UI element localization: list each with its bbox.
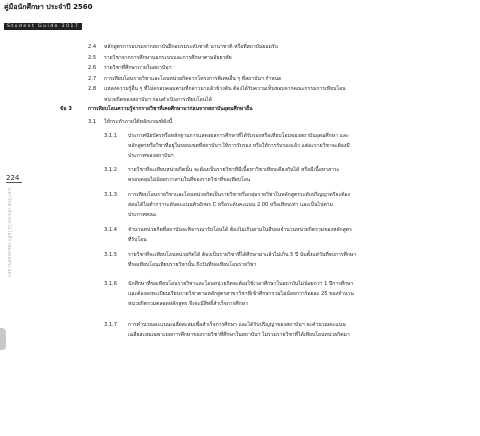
clause-text: จำนวนหน่วยกิตที่สถาบันจะพิจารณารับโอนได้ ต้องไม่เกินสามในสี่ของจำนวนหน่วยกิตรวมของหลักสูตร bbox=[128, 227, 352, 233]
clause-number: 3.1.1 bbox=[104, 133, 117, 139]
clause-text: หน่วยกิตรวมตลอดหลักสูตร จึงจะมีสิทธิ์สำเร็จการศึกษา bbox=[128, 301, 248, 307]
item-text: หน่วยกิตของสถาบันฯ ก่อนดำเนินการเทียบโอนได้ bbox=[104, 96, 212, 103]
item-text: รายวิชาที่ศึกษาภายในสถาบันฯ bbox=[104, 65, 172, 71]
clause-text: รายวิชาที่จะเทียบโอนหน่วยกิตได้ ต้องเป็นรายวิชาที่ได้ศึกษามาแล้วไม่เกิน 5 ปี นับตั้งแต่วันที่จบการศึกษา bbox=[128, 252, 357, 258]
clause-text: และต้องลงทะเบียนเรียนรายวิชาตามหลักสูตรสาขาวิชาที่เข้าศึกษารวมไม่น้อยกว่าร้อยละ 25 ของจำนวน bbox=[128, 291, 354, 297]
clause-text: นักศึกษาที่ขอเทียบโอนรายวิชาและโอนหน่วยกิตจะต้องใช้เวลาศึกษาในสถาบันไม่น้อยกว่า 1 ปีการศึกษา bbox=[128, 281, 354, 287]
handbook-title: คู่มือนักศึกษา ประจำปี 2560 bbox=[4, 3, 93, 11]
clause-text: สอบได้ไม่ต่ำกว่าระดับคะแนนตัวอักษร C หรือระดับคะแนน 2.00 หรือเทียบเท่า และเป็นไปตาม bbox=[128, 202, 333, 208]
clause-number: 3.1.7 bbox=[104, 322, 117, 328]
side-label-text: มหาวิทยาลัยเทคโนโลยีราชมงคลพระนคร bbox=[6, 188, 12, 278]
item-text: แหล่งความรู้อื่น ๆ ที่ไม่ครอบคลุมตามที่กล่าวมาแล้วข้างต้น ต้องได้รับความเห็นชอบจากคณะกรรมการเทียบโอน bbox=[104, 86, 346, 92]
clause-number: 3.1.6 bbox=[104, 281, 117, 287]
clause-text: ครอบคลุมไม่น้อยกว่าสามในสี่ของรายวิชาที่ขอเทียบโอน bbox=[128, 177, 251, 183]
item-number: 2.5 bbox=[88, 54, 97, 61]
clause-text: การเทียบโอนรายวิชาและโอนหน่วยกิตเป็นรายวิชาหรือกลุ่มรายวิชาในหลักสูตรระดับปริญญาตรีจะต้อง bbox=[128, 192, 351, 198]
subsection-number: 3.1 bbox=[88, 119, 97, 125]
clause-number: 3.1.5 bbox=[104, 252, 117, 258]
clause-text: ประกาศคณะ bbox=[128, 212, 157, 218]
item-text: การเทียบโอนรายวิชาและโอนหน่วยกิตจากโครงการพิเศษอื่น ๆ ที่สถาบันฯ กำหนด bbox=[104, 75, 282, 82]
page-number: 224 bbox=[6, 174, 20, 182]
clause-text: ที่ขอเทียบโอนเทียบรายวิชานั้น ถึงวันที่ขอเทียบโอนรายวิชา bbox=[128, 262, 257, 268]
item-number: 2.8 bbox=[88, 86, 97, 92]
clause-number: 3.1.3 bbox=[104, 192, 117, 198]
clause-number: 3.1.2 bbox=[104, 167, 117, 173]
item-number: 2.6 bbox=[88, 65, 97, 71]
subsection-title: ให้กระทำภายใต้หลักเกณฑ์ดังนี้ bbox=[104, 119, 173, 125]
section-title: การเทียบโอนความรู้จากรายวิชาที่เคยศึกษามาก่อนจากสถาบันอุดมศึกษาอื่น bbox=[88, 106, 253, 112]
handbook-subtitle-bar: Student Guide 2017 bbox=[4, 23, 82, 30]
item-number: 2.4 bbox=[88, 44, 97, 50]
item-number: 2.7 bbox=[88, 75, 97, 82]
section-label: ข้อ 3 bbox=[60, 106, 72, 112]
page-number-rule bbox=[6, 182, 22, 183]
clause-text: การคำนวณคะแนนเฉลี่ยสะสมเพื่อสำเร็จการศึกษา และได้รับปริญญาของสถาบันฯ จะคำนวณคะแนน bbox=[128, 322, 346, 328]
clause-number: 3.1.4 bbox=[104, 227, 117, 233]
item-text: หลักสูตรการอบรมจากสถาบันฝึกอบรมระดับชาติ นานาชาติ หรือที่สถาบันยอมรับ bbox=[104, 44, 278, 50]
clause-text: หลักสูตรหรือวิชาที่อยู่ในขอบเขตที่สถาบันฯ ให้การรับรอง หรือให้การรับรองแล้ว แต่ละรายวิชาจะต้องมี bbox=[128, 143, 350, 149]
side-tab-marker bbox=[0, 328, 6, 350]
clause-text: เฉลี่ยสะสมเฉพาะผลการศึกษาของรายวิชาที่ศึกษาในสถาบันฯ ไม่รวมรายวิชาที่ได้เทียบโอนหน่วยกิตมา bbox=[128, 332, 350, 338]
clause-text: รายวิชาที่จะเทียบหน่วยกิตนั้น จะต้องเป็นรายวิชาที่มีเนื้อหาวิชาเทียบเคียงกันได้ หรือมีเนื้อหาสาระ bbox=[128, 167, 340, 173]
side-label bbox=[6, 188, 14, 288]
clause-text: ที่รับโอน bbox=[128, 237, 147, 243]
item-text: รายวิชาจากการศึกษานอกระบบและการศึกษาตามอัธยาศัย bbox=[104, 54, 232, 61]
clause-text: ประกาศของสถาบันฯ bbox=[128, 153, 174, 159]
page-header bbox=[4, 3, 93, 31]
clause-text: ประกาศนียบัตรหรือหลักฐานการแสดงผลการศึกษาที่ได้รับรองหรือเทียบโอนของสถาบันอุดมศึกษา และ bbox=[128, 133, 349, 139]
